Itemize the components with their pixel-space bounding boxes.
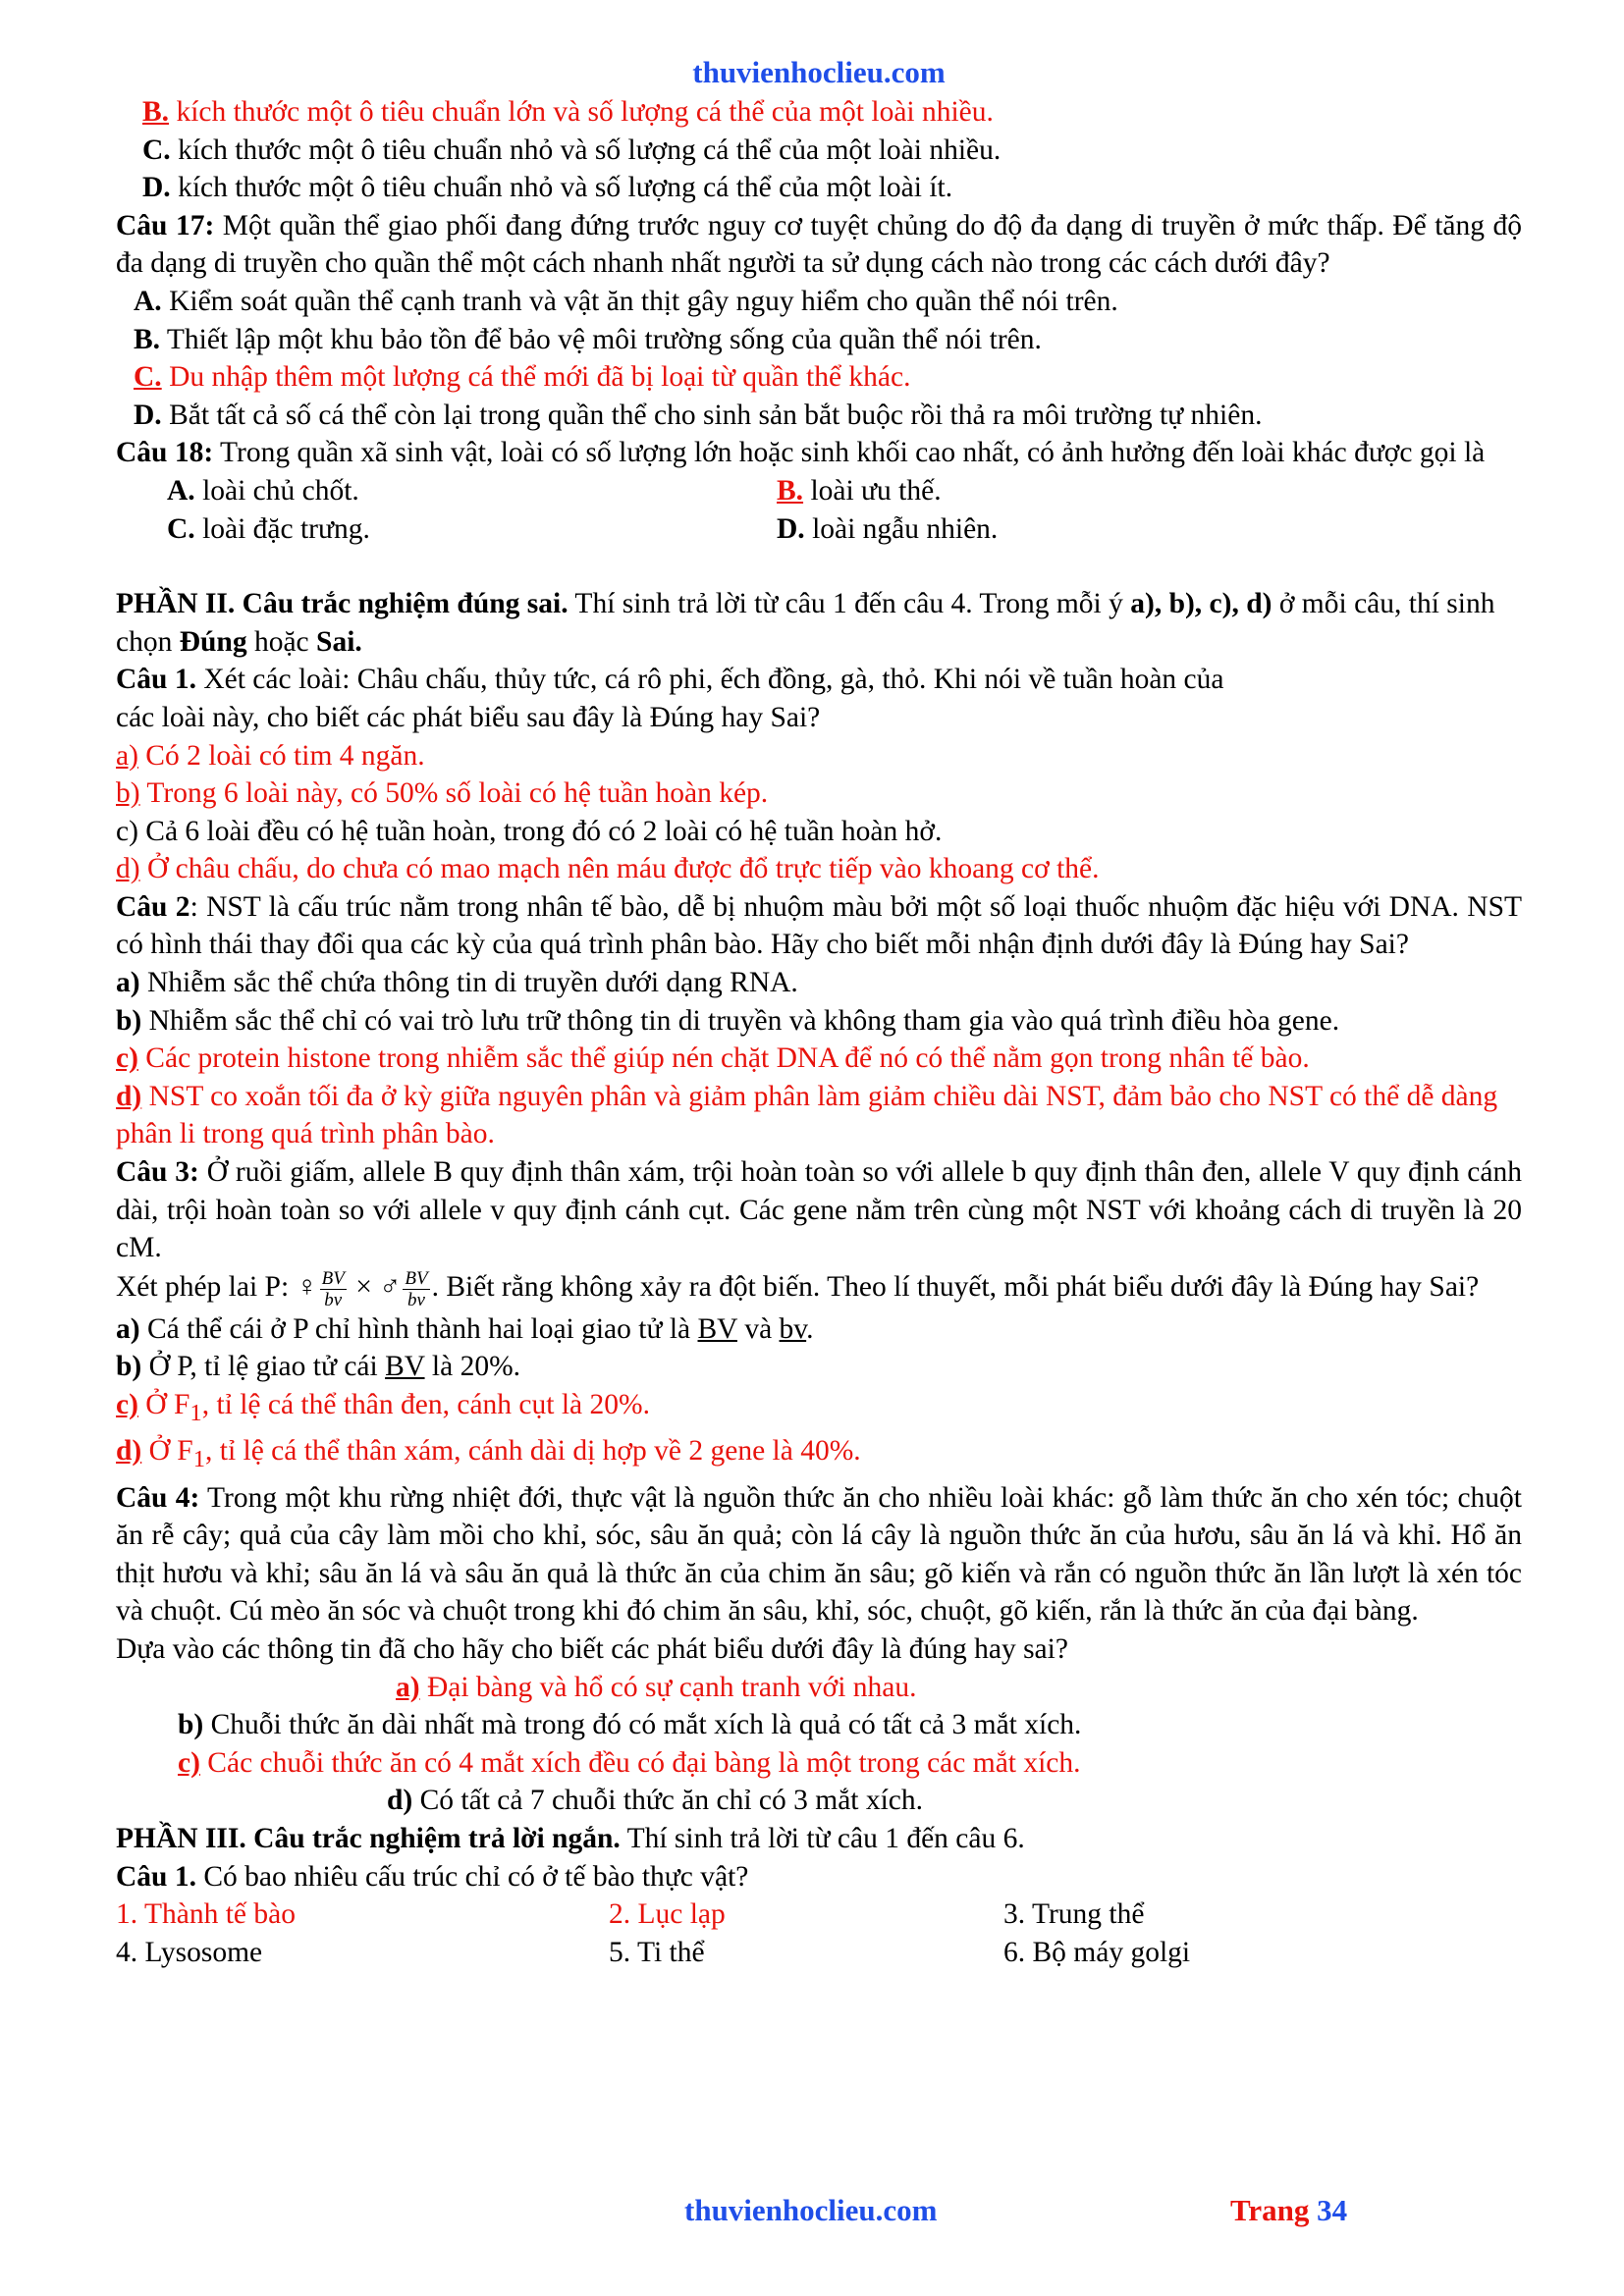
q16-option-c: C. kích thước một ô tiêu chuẩn nhỏ và số lượng cá thể của một loài nhiều. — [142, 133, 1001, 166]
q18-options-row-2 — [116, 510, 1522, 549]
q17-option-c: C. Du nhập thêm một lượng cá thể mới đã bị loại từ quần thể khác. — [134, 361, 911, 394]
p3q1-item-4: 4. Lysosome — [116, 1936, 263, 1968]
p2q1-statement-b: b) Trong 6 loài này, có 50% số loài có hệ tuần hoàn kép. — [116, 777, 769, 810]
page-footer — [0, 2193, 1624, 2232]
q18-option-c: C. loài đặc trưng. — [167, 512, 370, 545]
p3q1-items-row-2 — [116, 1934, 1522, 1972]
q17-option-b: B. Thiết lập một khu bảo tồn để bảo vệ môi trường sống của quần thể nói trên. — [134, 323, 1042, 355]
p2q4-stem: Câu 4: Trong một khu rừng nhiệt đới, thực vật là nguồn thức ăn cho nhiều loài khác: gỗ làm thức ăn cho xén tóc; chuột ăn rễ cây; quả của cây làm mồi cho khỉ, sóc, sâu ăn quả; còn lá cây là nguồn thức ăn của hươu, sâu ăn lá và khỉ. Hổ ăn thịt hươu và khỉ; sâu ăn lá và sâu ăn quả là thức ăn của chim ăn sâu; gõ kiến và rắn có nguồn thức ăn lần lượt là xén tóc và chuột. Cú mèo ăn sóc và chuột trong khi đó chim ăn sâu, khỉ, sóc, chuột, gõ kiến, rắn là thức ăn của đại bàng. — [116, 1481, 1522, 1628]
p2q2-statement-c: c) Các protein histone trong nhiễm sắc thể giúp nén chặt DNA để nó có thể nằm gọn trong nhân tế bào. — [116, 1042, 1310, 1075]
p2q1-statement-c: c) Cả 6 loài đều có hệ tuần hoàn, trong đó có 2 loài có hệ tuần hoàn hở. — [116, 815, 943, 847]
p3q1-items-row-1 — [116, 1896, 1522, 1934]
q18-option-b: B. loài ưu thế. — [777, 474, 942, 507]
p2q2-statement-b: b) Nhiễm sắc thể chỉ có vai trò lưu trữ thông tin di truyền và không tham gia vào quá trình điều hòa gene. — [116, 1004, 1340, 1037]
p3q1-item-1: 1. Thành tế bào — [116, 1898, 296, 1931]
q18-stem: Câu 18: Trong quần xã sinh vật, loài có số lượng lớn hoặc sinh khối cao nhất, có ảnh hưởng đến loài khác được gọi là — [116, 437, 1486, 469]
p2q3-statement-a: a) Cá thể cái ở P chỉ hình thành hai loại giao tử là BV và bv. — [116, 1312, 814, 1345]
q18-option-a: A. loài chủ chốt. — [167, 474, 359, 507]
p2q1-statement-d: d) Ở châu chấu, do chưa có mao mạch nên máu được đổ trực tiếp vào khoang cơ thể. — [116, 853, 1100, 885]
p3q1-item-2: 2. Lục lạp — [609, 1898, 726, 1931]
p2q4-statement-d: d) Có tất cả 7 chuỗi thức ăn chỉ có 3 mắt xích. — [387, 1785, 924, 1817]
p2q3-cross: Xét phép lai P: ♀ $\frac{BV}{bv}$ × ♂ $\frac{BV}{bv}$ . Biết rằng không xảy ra đột biến. Theo lí thuyết, mỗi phát biểu dưới đây là Đúng hay Sai? — [116, 1267, 1480, 1310]
q17-stem: Câu 17: Một quần thể giao phối đang đứng trước nguy cơ tuyệt chủng do độ đa dạng di truyền ở mức thấp. Để tăng độ đa dạng di truyền cho quần thể một cách nhanh nhất người ta sử dụng cách nào trong các cách dưới đây? — [116, 209, 1522, 280]
p3q1-item-5: 5. Ti thể — [609, 1936, 705, 1968]
q16-option-b: B. kích thước một ô tiêu chuẩn lớn và số lượng cá thể của một loài nhiều. — [142, 96, 994, 128]
q18-option-d: D. loài ngẫu nhiên. — [777, 512, 999, 545]
p2q2-stem: Câu 2: NST là cấu trúc nằm trong nhân tế bào, dễ bị nhuộm màu bởi một số loại thuốc nhuộm đặc hiệu với DNA. NST có hình thái thay đổi qua các kỳ của quá trình phân bào. Hãy cho biết mỗi nhận định dưới đây là Đúng hay Sai? — [116, 890, 1522, 961]
page-number: Trang 34 — [1230, 2193, 1348, 2227]
p2q2-statement-d: d) NST co xoắn tối đa ở kỳ giữa nguyên phân và giảm phân làm giảm chiều dài NST, đảm bảo cho NST có thể dễ dàng phân li trong quá trình phân bào. — [116, 1080, 1498, 1150]
document-page — [116, 54, 1522, 1971]
p2q4-prompt: Dựa vào các thông tin đã cho hãy cho biết các phát biểu dưới đây là đúng hay sai? — [116, 1633, 1068, 1666]
footer-site: thuvienhoclieu.com — [684, 2193, 938, 2227]
p2q4-statement-b: b) Chuỗi thức ăn dài nhất mà trong đó có mắt xích là quả có tất cả 3 mắt xích. — [178, 1709, 1082, 1741]
p2q4-statement-c: c) Các chuỗi thức ăn có 4 mắt xích đều có đại bàng là một trong các mắt xích. — [178, 1746, 1081, 1779]
q16-option-d: D. kích thước một ô tiêu chuẩn nhỏ và số lượng cá thể của một loài ít. — [142, 172, 953, 204]
page-header-site: thuvienhoclieu.com — [692, 55, 946, 89]
q17-option-d: D. Bắt tất cả số cá thể còn lại trong quần thể cho sinh sản bắt buộc rồi thả ra môi trường tự nhiên. — [134, 399, 1263, 431]
p2q1-stem-line1: Câu 1. Xét các loài: Châu chấu, thủy tức, cá rô phi, ếch đồng, gà, thỏ. Khi nói về tuần hoàn của — [116, 664, 1224, 696]
p2q3-statement-d: d) Ở $F_1$, tỉ lệ cá thể thân xám, cánh dài dị hợp về 2 gene là 40%. — [116, 1435, 861, 1473]
p2q4-statement-a: a) Đại bàng và hổ có sự cạnh tranh với nhau. — [396, 1671, 917, 1703]
p3q1-stem: Câu 1. Có bao nhiêu cấu trúc chỉ có ở tế bào thực vật? — [116, 1860, 749, 1893]
q17-option-a: A. Kiểm soát quần thể cạnh tranh và vật ăn thịt gây nguy hiểm cho quần thể nói trên. — [134, 285, 1118, 317]
p2q2-statement-a: a) Nhiễm sắc thể chứa thông tin di truyền dưới dạng RNA. — [116, 967, 798, 999]
p2q3-stem: Câu 3: Ở ruồi giấm, allele B quy định thân xám, trội hoàn toàn so với allele b quy định thân đen, allele V quy định cánh dài, trội hoàn toàn so với allele v quy định cánh cụt. Các gene nằm trên cùng một NST với khoảng cách di truyền là 20 cM. — [116, 1156, 1522, 1264]
p3q1-item-6: 6. Bộ máy golgi — [1003, 1936, 1191, 1968]
p2q1-stem-line2: các loài này, cho biết các phát biểu sau đây là Đúng hay Sai? — [116, 701, 821, 733]
p2q3-statement-b: b) Ở P, tỉ lệ giao tử cái BV là 20%. — [116, 1351, 521, 1383]
p2q1-statement-a: a) Có 2 loài có tim 4 ngăn. — [116, 739, 425, 772]
p3q1-item-3: 3. Trung thể — [1003, 1898, 1145, 1931]
genotype-fraction-female: $\frac{BV}{bv}$ — [321, 1267, 345, 1310]
part3-heading: PHẦN III. Câu trắc nghiệm trả lời ngắn. Thí sinh trả lời từ câu 1 đến câu 6. — [116, 1823, 1025, 1855]
p2q3-statement-c: c) Ở $F_1$, tỉ lệ cá thể thân đen, cánh cụt là 20%. — [116, 1388, 650, 1426]
genotype-fraction-male: $\frac{BV}{bv}$ — [405, 1267, 428, 1310]
part2-heading: PHẦN II. Câu trắc nghiệm đúng sai. Thí sinh trả lời từ câu 1 đến câu 4. Trong mỗi ý a), b), c), d) ở mỗi câu, thí sinh chọn Đúng hoặc Sai. — [116, 588, 1495, 658]
q18-options-row-1 — [116, 472, 1522, 510]
